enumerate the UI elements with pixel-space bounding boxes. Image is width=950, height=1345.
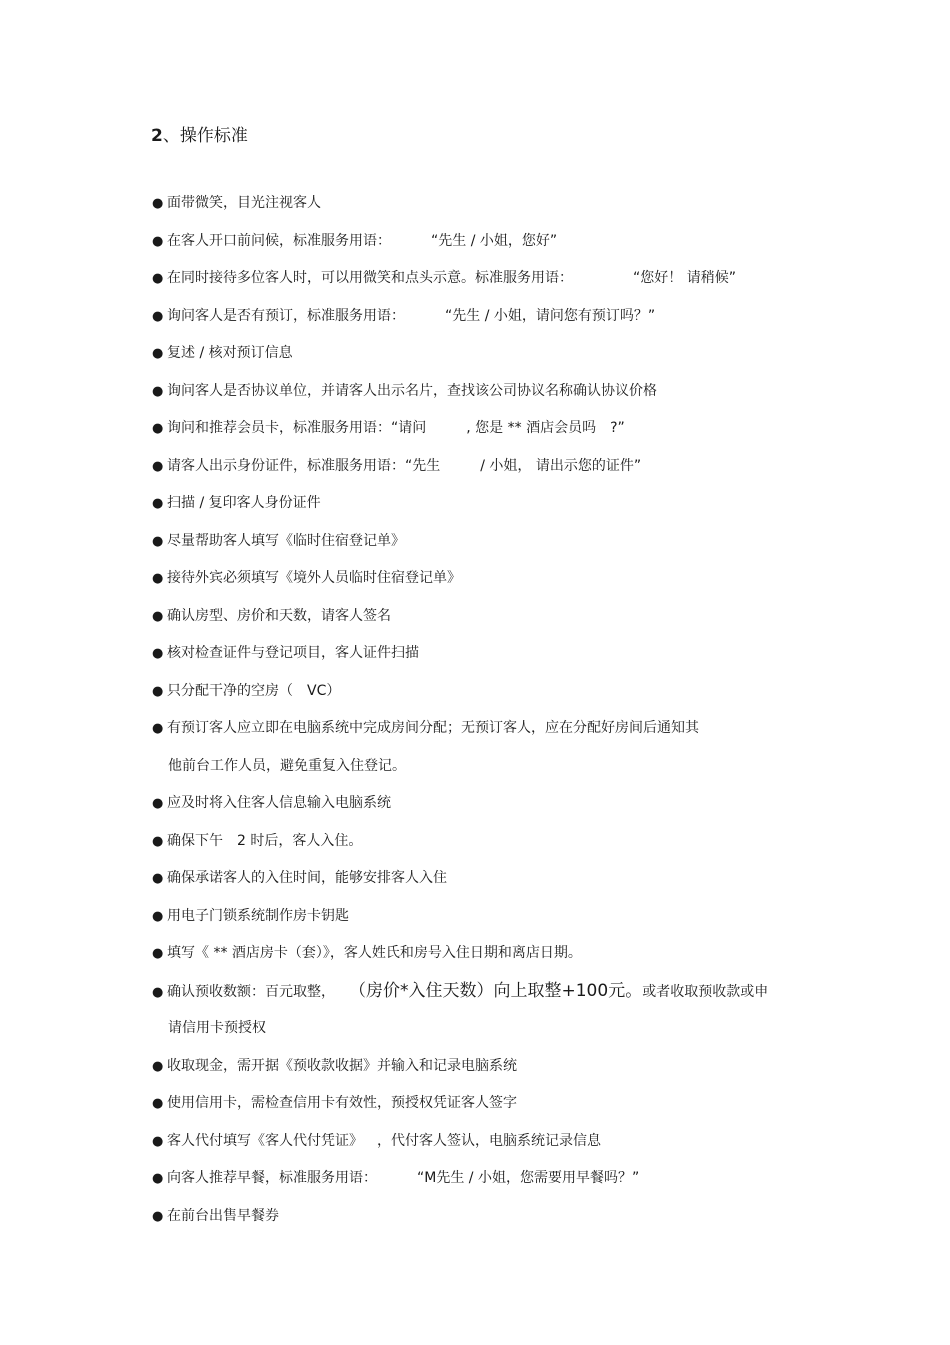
- bullet: ●: [152, 608, 164, 624]
- list-item: ● 确认房型、房价和天数，请客人签名: [152, 605, 812, 627]
- bullet: ●: [152, 421, 164, 436]
- list-item: ● 核对检查证件与登记项目，客人证件扫描: [152, 642, 812, 664]
- bullet: ●: [152, 196, 164, 211]
- bullet: ●: [152, 571, 164, 586]
- bullet: ●: [152, 683, 164, 699]
- list-item: ● 在客人开口前问候，标准服务用语： “先生 / 小姐，您好”: [152, 230, 812, 252]
- list-item: ● 复述 / 核对预订信息: [152, 342, 812, 364]
- bullet: ●: [152, 833, 164, 849]
- list-item: ● 询问和推荐会员卡，标准服务用语：“请问 , 您是 ** 酒店会员吗 ?”: [152, 417, 812, 439]
- list-item: ● 有预订客人应立即在电脑系统中完成房间分配；无预订客人，应在分配好房间后通知其: [152, 717, 812, 739]
- list-item: ● 接待外宾必须填写《境外人员临时住宿登记单》: [152, 567, 812, 589]
- list-item: ● 在同时接待多位客人时，可以用微笑和点头示意。标准服务用语： “您好！ 请稍候”: [152, 267, 812, 289]
- bullet: ●: [152, 233, 164, 249]
- bullet: ●: [152, 1208, 164, 1224]
- bullet: ●: [152, 721, 164, 736]
- bullet: ●: [152, 533, 164, 549]
- bullet: ●: [152, 646, 164, 661]
- list-item: ● 扫描 / 复印客人身份证件: [152, 492, 812, 514]
- list-item: ● 应及时将入住客人信息输入电脑系统: [152, 792, 812, 814]
- bullet: ●: [152, 346, 164, 361]
- list-item-continuation: 他前台工作人员，避免重复入住登记。: [168, 757, 406, 774]
- bullet: ●: [152, 1171, 164, 1186]
- bullet: ●: [152, 1133, 164, 1149]
- list-item: ● 向客人推荐早餐，标准服务用语： “M先生 / 小姐，您需要用早餐吗？”: [152, 1167, 812, 1189]
- list-item: ● 询问客人是否协议单位，并请客人出示名片，查找该公司协议名称确认协议价格: [152, 380, 812, 402]
- operation-standards-list: [152, 192, 812, 1242]
- bullet: ●: [152, 383, 164, 399]
- section-number: 2: [151, 126, 163, 146]
- bullet: ●: [152, 496, 164, 511]
- bullet: ●: [152, 908, 164, 924]
- bullet: ●: [152, 271, 164, 286]
- bullet: ●: [152, 984, 164, 1000]
- bullet: ●: [152, 796, 164, 811]
- list-item: ● 确认预收数额：百元取整， （房价*入住天数）向上取整+100元。或者收取预收款或申: [152, 980, 812, 1002]
- bullet: ●: [152, 458, 164, 474]
- bullet: ●: [152, 871, 164, 886]
- list-item: ● 收取现金，需开据《预收款收据》并输入和记录电脑系统: [152, 1055, 812, 1077]
- section-heading: [151, 124, 248, 148]
- list-item: ● 客人代付填写《客人代付凭证》 ，代付客人签认，电脑系统记录信息: [152, 1130, 812, 1152]
- list-item-continuation: 请信用卡预授权: [168, 1020, 266, 1036]
- list-item: ● 请客人出示身份证件，标准服务用语：“先生 / 小姐， 请出示您的证件”: [152, 455, 812, 477]
- list-item: ● 询问客人是否有预订，标准服务用语： “先生 / 小姐，请问您有预订吗？”: [152, 305, 812, 327]
- bullet: ●: [152, 308, 164, 324]
- list-item: ● 使用信用卡，需检查信用卡有效性，预授权凭证客人签字: [152, 1092, 812, 1114]
- list-item: ● 用电子门锁系统制作房卡钥匙: [152, 905, 812, 927]
- list-item: ● 确保承诺客人的入住时间，能够安排客人入住: [152, 867, 812, 889]
- bullet: ●: [152, 946, 164, 961]
- list-item: ● 确保下午 2 时后，客人入住。: [152, 830, 812, 852]
- list-item: ● 尽量帮助客人填写《临时住宿登记单》: [152, 530, 812, 552]
- list-item: ● 只分配干净的空房（ VC）: [152, 680, 812, 702]
- section-title: 、操作标准: [162, 126, 248, 146]
- bullet: ●: [152, 1058, 164, 1074]
- list-item: ● 填写《 ** 酒店房卡（套）》，客人姓氏和房号入住日期和离店日期。: [152, 942, 812, 964]
- bullet: ●: [152, 1096, 164, 1111]
- list-item: ● 在前台出售早餐券: [152, 1205, 812, 1227]
- list-item: ● 面带微笑，目光注视客人: [152, 192, 812, 214]
